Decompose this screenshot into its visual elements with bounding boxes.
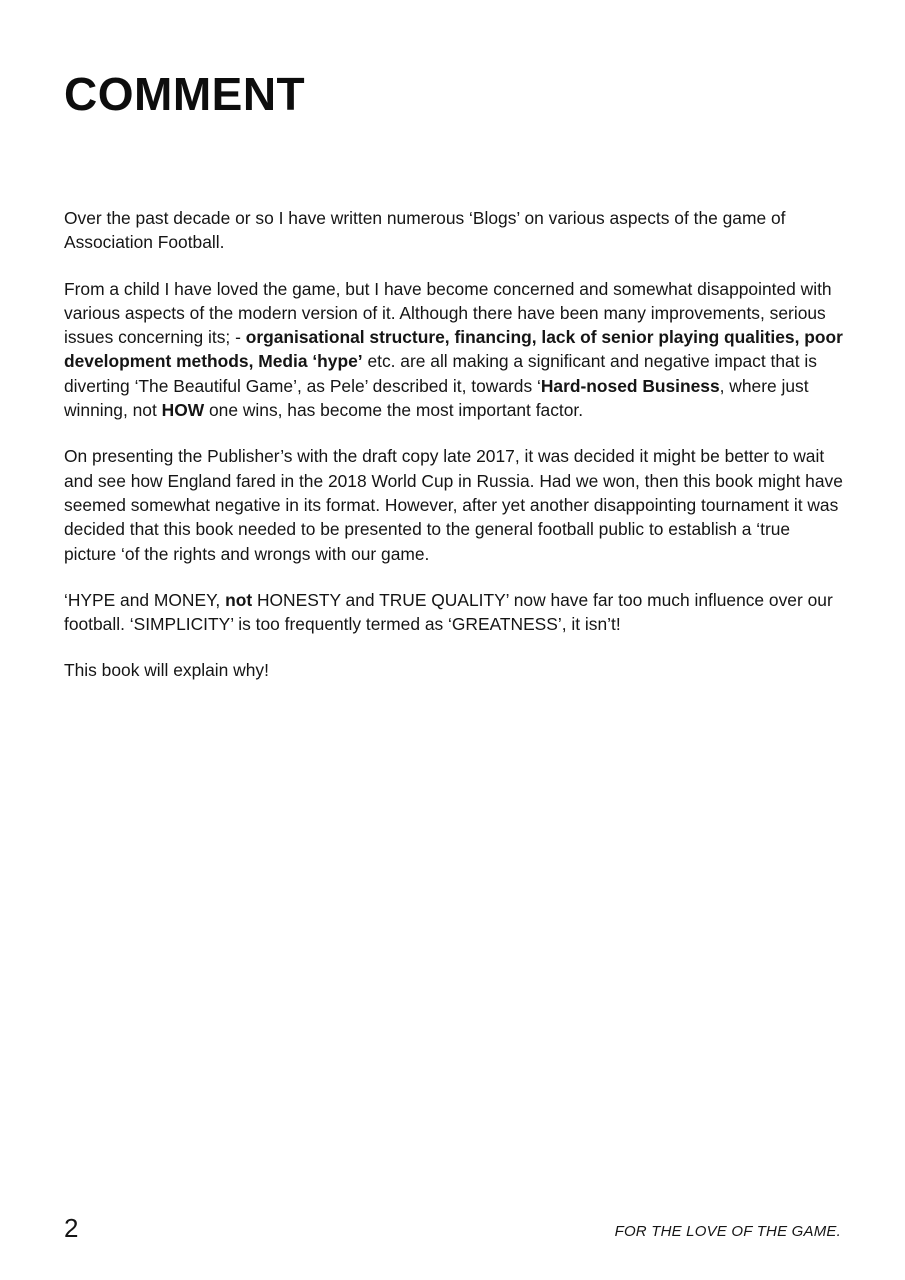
body-text [64, 206, 846, 705]
paragraph-2-bold-2: Hard-nosed Business [540, 375, 720, 396]
paragraph-4-bold-1: not [225, 589, 253, 610]
paragraph-4-text-2: HONESTY and TRUE QUALITY’ now have far too much influence over our football. ‘SIMPLICITY’ is too frequently termed as ‘GREATNESS’, it isn’t! [64, 589, 833, 635]
footer-book-title: FOR THE LOVE OF THE GAME. [614, 1223, 841, 1240]
paragraph-2-bold-1: organisational structure, financing, lack of senior playing qualities, poor development methods, Media ‘hype’ [64, 327, 843, 372]
paragraph-2-text-3: , where just winning, not [64, 375, 809, 421]
page-number: 2 [64, 1213, 79, 1243]
paragraph-1 [64, 206, 846, 255]
paragraph-2-bold-3: HOW [161, 400, 205, 421]
paragraph-1-text: Over the past decade or so I have written numerous ‘Blogs’ on various aspects of the game of Association Football. [64, 208, 786, 253]
paragraph-3-text: On presenting the Publisher’s with the draft copy late 2017, it was decided it might be better to wait and see how England fared in the 2018 World Cup in Russia. Had we won, then this book might have seemed somewhat negative in its format. However, after yet another disappointing tournament it was decided that this book needed to be presented to the general football public to establish a ‘true picture ‘of the rights and wrongs with our game. [64, 446, 843, 564]
paragraph-2 [64, 277, 846, 423]
paragraph-5-text: This book will explain why! [64, 660, 269, 681]
paragraph-2-text-1: From a child I have loved the game, but I have become concerned and somewhat disappointed with various aspects of the modern version of it. Although there have been many improvements, serious issues concerning its; - [64, 278, 832, 348]
page-title: COMMENT [64, 68, 306, 120]
paragraph-2-text-4: one wins, has become the most important factor. [204, 400, 584, 421]
paragraph-5 [64, 658, 846, 682]
paragraph-4-text-1: ‘HYPE and MONEY, [64, 589, 226, 610]
paragraph-4 [64, 588, 846, 637]
paragraph-2-text-2: etc. are all making a significant and negative impact that is diverting ‘The Beautiful Game’, as Pele’ described it, towards ‘ [64, 351, 817, 396]
paragraph-3 [64, 444, 846, 565]
